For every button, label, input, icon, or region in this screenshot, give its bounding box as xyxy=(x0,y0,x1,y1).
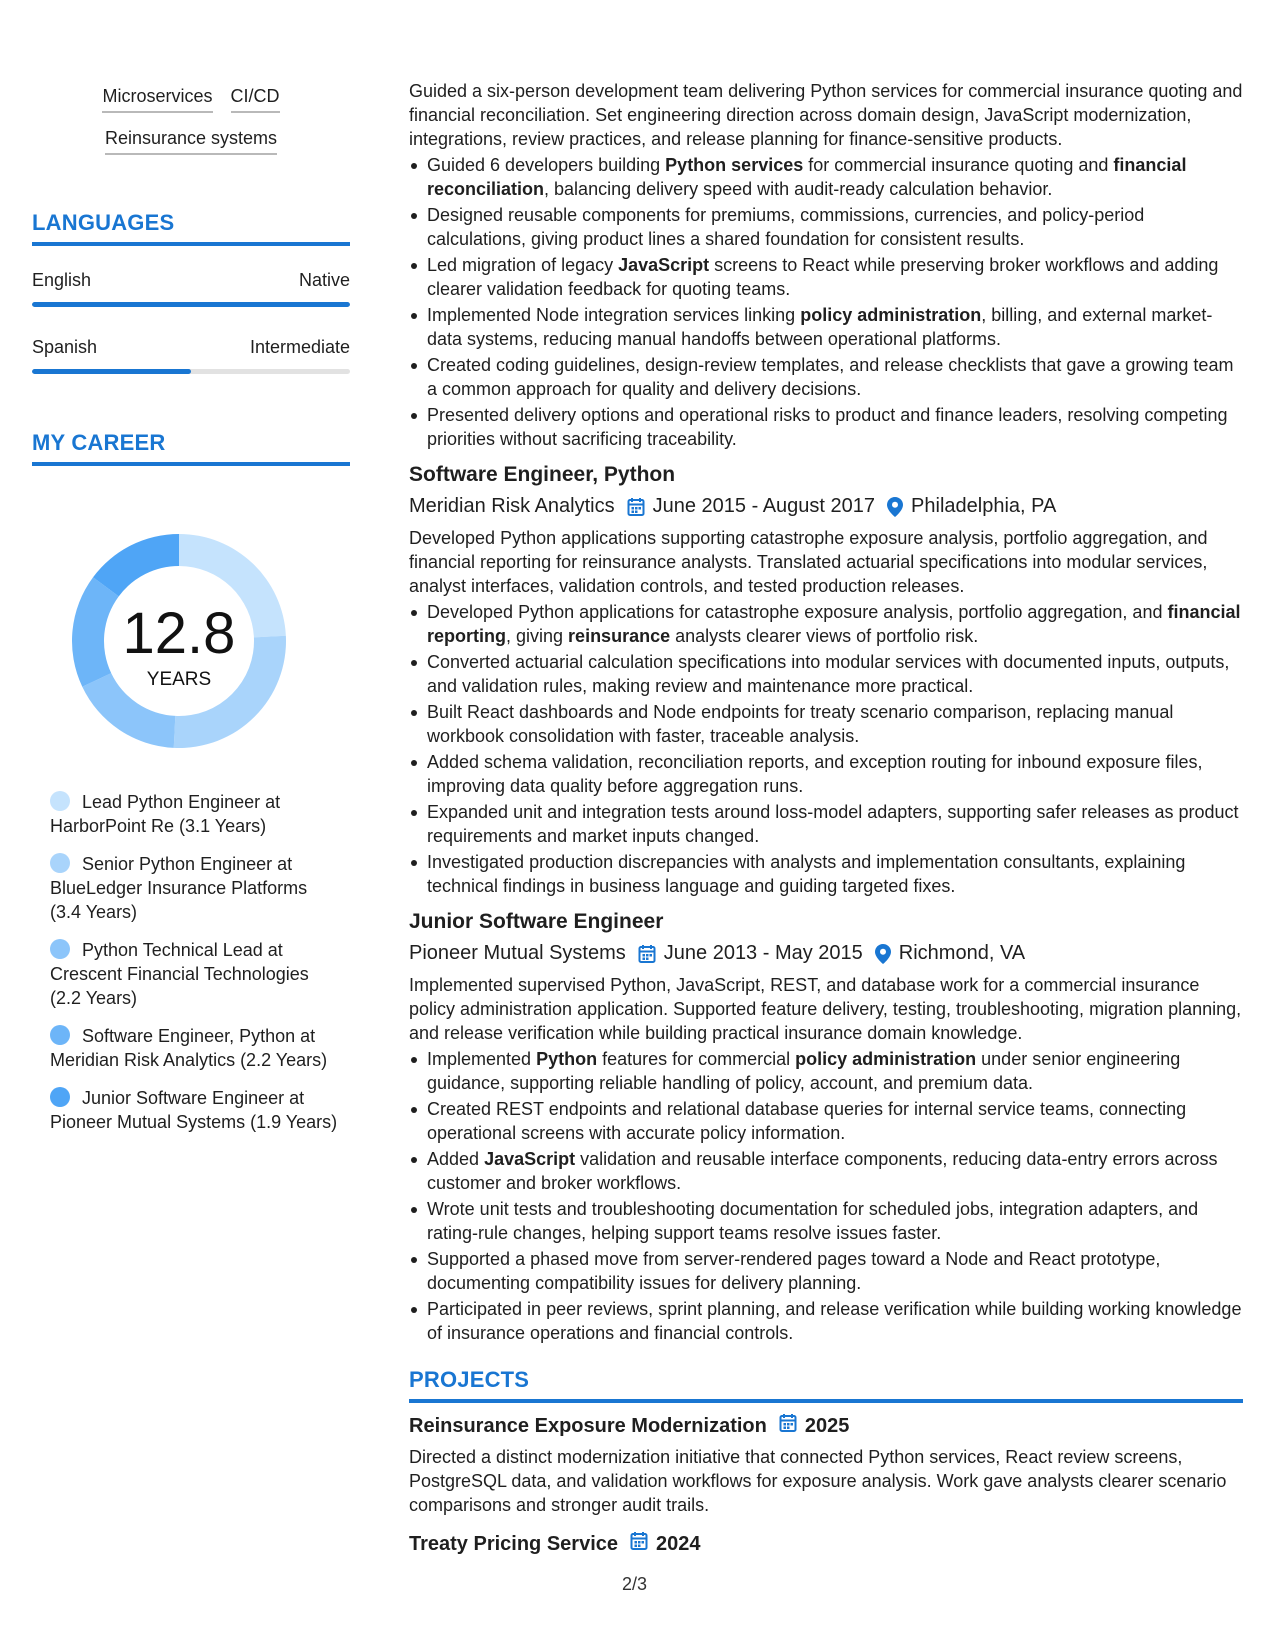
career-legend-item xyxy=(50,938,340,1010)
legend-dot xyxy=(50,791,70,811)
project-name: Reinsurance Exposure Modernization xyxy=(409,1414,767,1437)
bullet-text: Built React dashboards and Node endpoints for treaty scenario comparison, replacing manual workbook consolidation with faster, traceable analysis. xyxy=(427,702,1174,746)
bullet-keyword: financial reconciliation xyxy=(427,155,1187,199)
bullet-keyword: reinsurance xyxy=(568,626,671,646)
bullet-text: validation and reusable interface components, reducing data-entry errors across customer and broker workflows. xyxy=(427,1149,1218,1193)
legend-dot xyxy=(50,939,70,959)
bullet-item xyxy=(409,153,1243,201)
bullet-text: Added schema validation, reconciliation reports, and exception routing for inbound exposure files, improving data quality before aggregation runs. xyxy=(427,752,1203,796)
language-proficiency-fill xyxy=(32,302,350,307)
bullet-text: , giving xyxy=(506,626,569,646)
language-item xyxy=(32,337,350,374)
bullet-item xyxy=(409,1047,1243,1095)
job-meta xyxy=(409,495,1243,518)
language-item xyxy=(32,270,350,307)
bullet-text: features for commercial xyxy=(597,1049,796,1069)
bullet-item xyxy=(409,750,1243,798)
bullet-text: Led migration of legacy xyxy=(427,255,619,275)
calendar-icon xyxy=(638,944,656,964)
bullet-item xyxy=(409,700,1243,748)
languages-section xyxy=(32,210,350,374)
job-summary: Guided a six-person development team delivering Python services for commercial insurance quoting and financial reconciliation. Set engineering direction across domain design, JavaScript modernization, integrations, review practices, and release planning for finance-sensitive products. xyxy=(409,81,1243,149)
bullet-keyword: Python services xyxy=(665,155,804,175)
career-heading: MY CAREER xyxy=(32,430,166,455)
map-pin-icon xyxy=(875,944,891,964)
legend-dot xyxy=(50,1025,70,1045)
bullet-text: , balancing delivery speed with audit-ready calculation behavior. xyxy=(544,179,1053,199)
bullet-item xyxy=(409,600,1243,648)
bullet-text: Implemented xyxy=(427,1049,537,1069)
legend-dot xyxy=(50,853,70,873)
job-dates: June 2013 - May 2015 xyxy=(663,942,863,964)
bullet-item xyxy=(409,1247,1243,1295)
career-legend xyxy=(50,790,340,1148)
section-divider xyxy=(32,462,350,466)
career-total-unit: YEARS xyxy=(146,669,212,690)
job-company: Meridian Risk Analytics xyxy=(409,495,615,517)
project-entry xyxy=(409,1531,1243,1557)
bullet-text: Investigated production discrepancies with analysts and implementation consultants, explaining technical findings in business language and guiding targeted fixes. xyxy=(427,852,1186,896)
bullet-item xyxy=(409,1197,1243,1245)
career-legend-item xyxy=(50,852,340,924)
career-section xyxy=(32,430,350,1132)
bullet-keyword: JavaScript xyxy=(484,1149,576,1169)
job-dates: June 2015 - August 2017 xyxy=(652,495,876,517)
career-legend-item xyxy=(50,1024,340,1072)
job-company: Pioneer Mutual Systems xyxy=(409,942,626,964)
section-divider xyxy=(32,242,350,246)
bullet-text: Created REST endpoints and relational database queries for internal service teams, connecting operational screens with accurate policy information. xyxy=(427,1099,1187,1143)
bullet-item xyxy=(409,1097,1243,1145)
calendar-icon xyxy=(779,1413,797,1439)
bullet-text: screens to React while preserving broker workflows and adding clearer validation feedback for quoting teams. xyxy=(427,255,1219,299)
bullet-item xyxy=(409,850,1243,898)
career-legend-item xyxy=(50,790,340,838)
bullet-text: Implemented Node integration services linking xyxy=(427,305,801,325)
calendar-icon xyxy=(627,497,645,517)
bullet-item xyxy=(409,800,1243,848)
bullet-text: Added xyxy=(427,1149,485,1169)
bullet-text: Created coding guidelines, design-review templates, and release checklists that gave a growing team a common approach for quality and delivery decisions. xyxy=(427,355,1234,399)
bullet-item xyxy=(409,1147,1243,1195)
career-legend-text: Software Engineer, Python at Meridian Risk Analytics (2.2 Years) xyxy=(50,1026,328,1070)
project-description: Directed a distinct modernization initiative that connected Python services, React review screens, PostgreSQL data, and validation workflows for exposure analysis. Work gave analysts clearer scenario comparisons and stronger audit trails. xyxy=(409,1447,1227,1515)
bullet-text: Converted actuarial calculation specifications into modular services with documented inputs, outputs, and validation rules, making review and maintenance more practical. xyxy=(427,652,1230,696)
career-legend-text: Python Technical Lead at Crescent Financial Technologies (2.2 Years) xyxy=(50,940,309,1008)
languages-heading: LANGUAGES xyxy=(32,210,175,235)
job-bullets xyxy=(409,1047,1243,1345)
bullet-keyword: JavaScript xyxy=(618,255,710,275)
skill-tag: Microservices xyxy=(102,86,212,113)
job-summary: Developed Python applications supporting catastrophe exposure analysis, portfolio aggregation, and financial reporting for reinsurance analysts. Translated actuarial specifications into modular services, analyst interfaces, validation controls, and tested production releases. xyxy=(409,528,1208,596)
job-title: Junior Software Engineer xyxy=(409,910,664,933)
projects-heading: PROJECTS xyxy=(409,1367,530,1392)
bullet-text: Wrote unit tests and troubleshooting documentation for scheduled jobs, integration adapters, and rating-rule changes, helping support teams resolve issues faster. xyxy=(427,1199,1199,1243)
bullet-text: for commercial insurance quoting and xyxy=(803,155,1114,175)
bullet-item xyxy=(409,650,1243,698)
projects-section xyxy=(409,1367,1243,1557)
bullet-text: Expanded unit and integration tests around loss-model adapters, supporting safer releases as product requirements and market inputs changed. xyxy=(427,802,1239,846)
bullet-keyword: financial reporting xyxy=(427,602,1241,646)
skill-tag: CI/CD xyxy=(231,86,280,113)
bullet-item xyxy=(409,1297,1243,1345)
project-year: 2025 xyxy=(804,1414,850,1437)
bullet-keyword: Python xyxy=(536,1049,598,1069)
job-entry xyxy=(409,910,1243,1345)
bullet-item xyxy=(409,303,1243,351)
bullet-text: Presented delivery options and operational risks to product and finance leaders, resolving competing priorities without sacrificing traceability. xyxy=(427,405,1228,449)
page-number: 2/3 xyxy=(622,1574,648,1594)
job-entry xyxy=(409,79,1243,451)
language-name: English xyxy=(32,270,92,290)
career-legend-item xyxy=(50,1086,340,1134)
bullet-item xyxy=(409,203,1243,251)
job-location: Richmond, VA xyxy=(898,942,1026,964)
skill-row xyxy=(32,86,350,113)
career-donut-chart xyxy=(66,528,292,754)
job-summary: Implemented supervised Python, JavaScript, REST, and database work for a commercial insurance policy administration application. Supported feature delivery, testing, troubleshooting, migration planning, and release verification while building practical insurance domain knowledge. xyxy=(409,975,1242,1043)
career-total-years: 12.8 xyxy=(122,601,236,666)
calendar-icon xyxy=(630,1531,648,1557)
career-legend-text: Junior Software Engineer at Pioneer Mutual Systems (1.9 Years) xyxy=(50,1088,338,1132)
job-title: Software Engineer, Python xyxy=(409,463,676,486)
job-location: Philadelphia, PA xyxy=(911,495,1057,517)
bullet-text: Designed reusable components for premiums, commissions, currencies, and policy-period calculations, giving product lines a shared foundation for consistent results. xyxy=(427,205,1145,249)
section-divider xyxy=(409,1399,1243,1403)
bullet-keyword: policy administration xyxy=(800,305,982,325)
bullet-text: Participated in peer reviews, sprint planning, and release verification while building working knowledge of insurance operations and financial controls. xyxy=(427,1299,1242,1343)
bullet-text: Developed Python applications for catastrophe exposure analysis, portfolio aggregation, and xyxy=(427,602,1168,622)
language-proficiency-bar xyxy=(32,302,350,307)
bullet-item xyxy=(409,253,1243,301)
bullet-keyword: policy administration xyxy=(795,1049,977,1069)
skills-tags xyxy=(32,86,350,170)
language-level: Intermediate xyxy=(249,337,350,357)
bullet-item xyxy=(409,353,1243,401)
project-entry xyxy=(409,1413,1243,1517)
bullet-item xyxy=(409,403,1243,451)
bullet-text: analysts clearer views of portfolio risk. xyxy=(670,626,979,646)
language-level: Native xyxy=(298,270,350,290)
language-proficiency-bar xyxy=(32,369,350,374)
legend-dot xyxy=(50,1087,70,1107)
bullet-text: under senior engineering guidance, supporting reliable handling of policy, account, and premium data. xyxy=(427,1049,1181,1093)
bullet-text: Guided 6 developers building xyxy=(427,155,666,175)
project-name: Treaty Pricing Service xyxy=(409,1532,619,1555)
map-pin-icon xyxy=(887,497,903,517)
bullet-text: , billing, and external market-data systems, reducing manual handoffs between operational platforms. xyxy=(427,305,1213,349)
job-entry xyxy=(409,463,1243,898)
language-name: Spanish xyxy=(32,337,98,357)
career-legend-text: Senior Python Engineer at BlueLedger Insurance Platforms (3.4 Years) xyxy=(50,854,308,922)
project-year: 2024 xyxy=(656,1532,701,1555)
job-bullets xyxy=(409,153,1243,451)
career-legend-text: Lead Python Engineer at HarborPoint Re (3.1 Years) xyxy=(50,792,281,836)
main-content xyxy=(409,79,1243,1557)
job-meta xyxy=(409,942,1243,965)
skill-row xyxy=(32,128,350,155)
job-bullets xyxy=(409,600,1243,898)
bullet-text: Supported a phased move from server-rendered pages toward a Node and React prototype, documenting compatibility issues for delivery planning. xyxy=(427,1249,1161,1293)
skill-tag: Reinsurance systems xyxy=(105,128,277,155)
language-proficiency-fill xyxy=(32,369,191,374)
